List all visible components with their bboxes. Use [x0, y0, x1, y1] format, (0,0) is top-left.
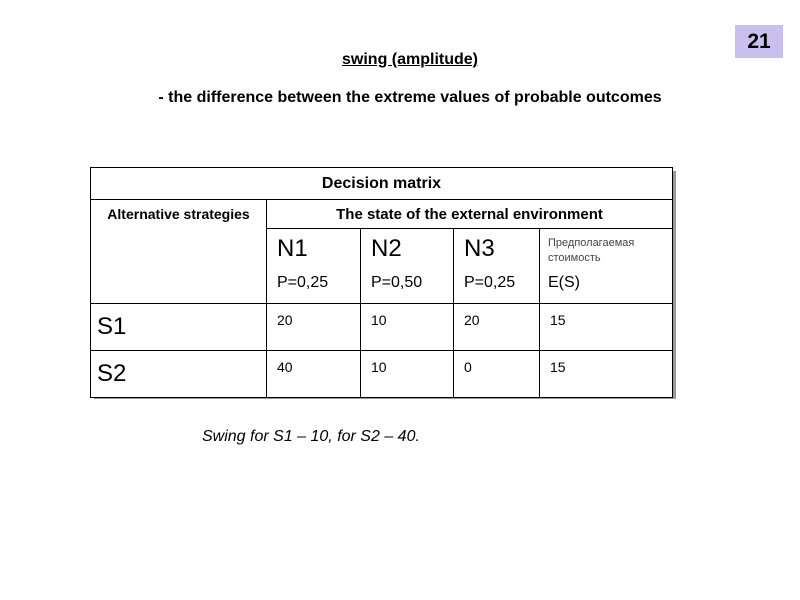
matrix-cell: 10 — [361, 304, 454, 351]
table-row — [91, 351, 673, 398]
state-column-n3 — [454, 229, 540, 304]
definition-text: - the difference between the extreme values of probable outcomes — [158, 89, 662, 106]
matrix-cell: 20 — [267, 304, 361, 351]
matrix-cell: 20 — [454, 304, 540, 351]
slide-title: swing (amplitude) — [342, 51, 478, 68]
table-row — [91, 304, 673, 351]
expected-value-name: E(S) — [548, 274, 580, 291]
expected-value-label: Предполагаемая стоимость — [548, 237, 635, 264]
slide-number-badge: 21 — [735, 25, 783, 58]
state-probability: P=0,50 — [371, 274, 423, 291]
state-name: N2 — [371, 235, 402, 262]
matrix-cell: 0 — [454, 351, 540, 398]
alternatives-header: Alternative strategies — [91, 200, 267, 304]
state-column-n2 — [361, 229, 454, 304]
state-header: The state of the external environment — [267, 200, 673, 229]
strategy-name: S2 — [91, 351, 267, 398]
state-name: N3 — [464, 235, 495, 262]
matrix-cell: 40 — [267, 351, 361, 398]
state-column-n1 — [267, 229, 361, 304]
swing-note: Swing for S1 – 10, for S2 – 40. — [202, 428, 420, 445]
decision-matrix-table — [90, 167, 673, 398]
state-name: N1 — [277, 235, 308, 262]
matrix-cell: 15 — [540, 351, 673, 398]
decision-matrix — [90, 167, 672, 395]
state-probability: P=0,25 — [277, 274, 329, 291]
state-probability: P=0,25 — [464, 274, 516, 291]
expected-value-column — [540, 229, 673, 304]
strategy-name: S1 — [91, 304, 267, 351]
matrix-title: Decision matrix — [91, 168, 673, 200]
matrix-cell: 15 — [540, 304, 673, 351]
matrix-cell: 10 — [361, 351, 454, 398]
